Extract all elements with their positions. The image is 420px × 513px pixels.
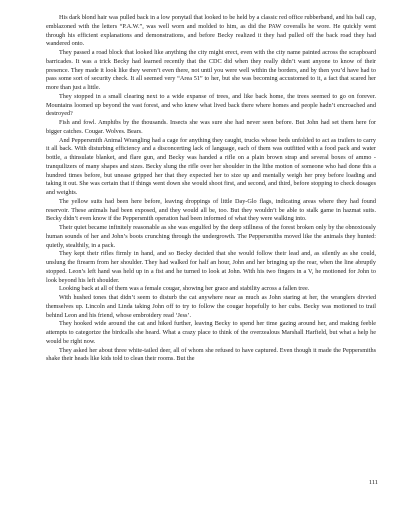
paragraph: They asked her about three white-tailed deer, all of whom she refused to have captured. Even though it made the Peppersmiths shake their heads like kids told to clean their rooms. But the xyxy=(46,346,376,363)
paragraph: With hushed tones that didn’t seem to disturb the cat anywhere near as much as John staring at her, the wranglers divvied themselves up. Lincoln and Linda taking John off to try to follow the cougar hopefully to her cubs. Becky was motioned to trail behind Leon and his friend, whose embroidery read ‘Jess’. xyxy=(46,294,376,319)
paragraph: The yellow suits had been here before, leaving droppings of little Day-Glo flags, indicating areas where they had found reservoir. These animals had been exposed, and they would all be, too. But they wouldn’t be able to stalk game in hazmat suits. Becky didn’t even know if the Peppersmith operation had been informed of what they were walking into. xyxy=(46,197,376,223)
paragraph: They kept their rifles firmly in hand, and so Becky decided that she would follow their lead and, as silently as she could, unslung the firearm from her shoulder. They had walked for half an hour, John and her bringing up the rear, when the line abruptly stopped. Leon’s left hand was held up in a fist and he turned to look at John. With his two fingers in a V, he motioned for John to look beyond his left shoulder. xyxy=(46,250,376,284)
paragraph: Looking back at all of them was a female cougar, showing her grace and stability across a fallen tree. xyxy=(59,285,310,293)
paragraph: They hooked wide around the cat and hiked further, leaving Becky to spend her time gazing around her, and making feeble attempts to categorize the birdcalls she heard. What a crazy place to think of the overzealous Marshall Harfield, but what a help he would be right now. xyxy=(46,320,376,345)
book-page-text xyxy=(46,14,376,364)
paragraph: Their quiet became infinitely reasonable as she was engulfed by the deep stillness of the forest broken only by the obnoxiously human sounds of her and John’s boots crunching through the undergrowth. The Peppersmiths moved like the animals they hunted: quietly, stealthily, in a pack. xyxy=(46,224,376,249)
paragraph: Fish and fowl. Amphibs by the thousands. Insects she was sure she had never seen before. But John had set them here for bigger catches. Cougar. Wolves. Bears. xyxy=(46,119,376,135)
paragraph: They passed a road block that looked like anything the city might erect, even with the city name painted across the scrapboard barricades. It was a trick Becky had learned recently that the CDC did when they really didn’t want anyone to know of their presence. They made it look like they weren’t even there, not until you were well within the borders, and by then you’d have had to pass some sort of security check. It all seemed very “Area 51” to her, but she was becoming accustomed to it, a fact that scared her more than just a little. xyxy=(46,49,376,91)
paragraph: His dark blond hair was pulled back in a low ponytail that looked to be held by a classic red office rubberband, and his ball cap, emblazoned with the letters “P.A.W.”, was well worn and molded to him, as did the PAW coveralls he wore. He quickly went through his efficient explanations and demonstrations, and before Becky realized it they had pulled off the back road they had wandered onto. xyxy=(46,14,376,48)
paragraph: And Peppersmith Animal Wrangling had a cage for anything they caught, trucks whose beds unfolded to act as trailers to carry it all back. With disturbing efficiency and a disconcerting lack of language, each of them was outfitted with a food pack and water bottle, a thinsulate blanket, and flare gun, and Becky was handed a rifle on a plain brown strap and several boxes of ammo - tranquilizers of many shapes and sizes. Becky slung the rifle over her shoulder in the lithe motion of someone who had done this a hundred times before, but unease gripped her that they expected her to size up and mentally weigh her prey before loading and taking it out. She was certain that if things went down she would shoot first, and second, and third, before stopping to check dosages and weights. xyxy=(46,136,376,196)
paragraph: They stopped in a small clearing next to a wide expanse of trees, and like back home, the trees seemed to go on forever. Mountains loomed up beyond the vast forest, and who knew what lived back there where homes and people hadn’t encroached and destroyed? xyxy=(46,92,376,118)
page-number: 111 xyxy=(368,479,378,486)
